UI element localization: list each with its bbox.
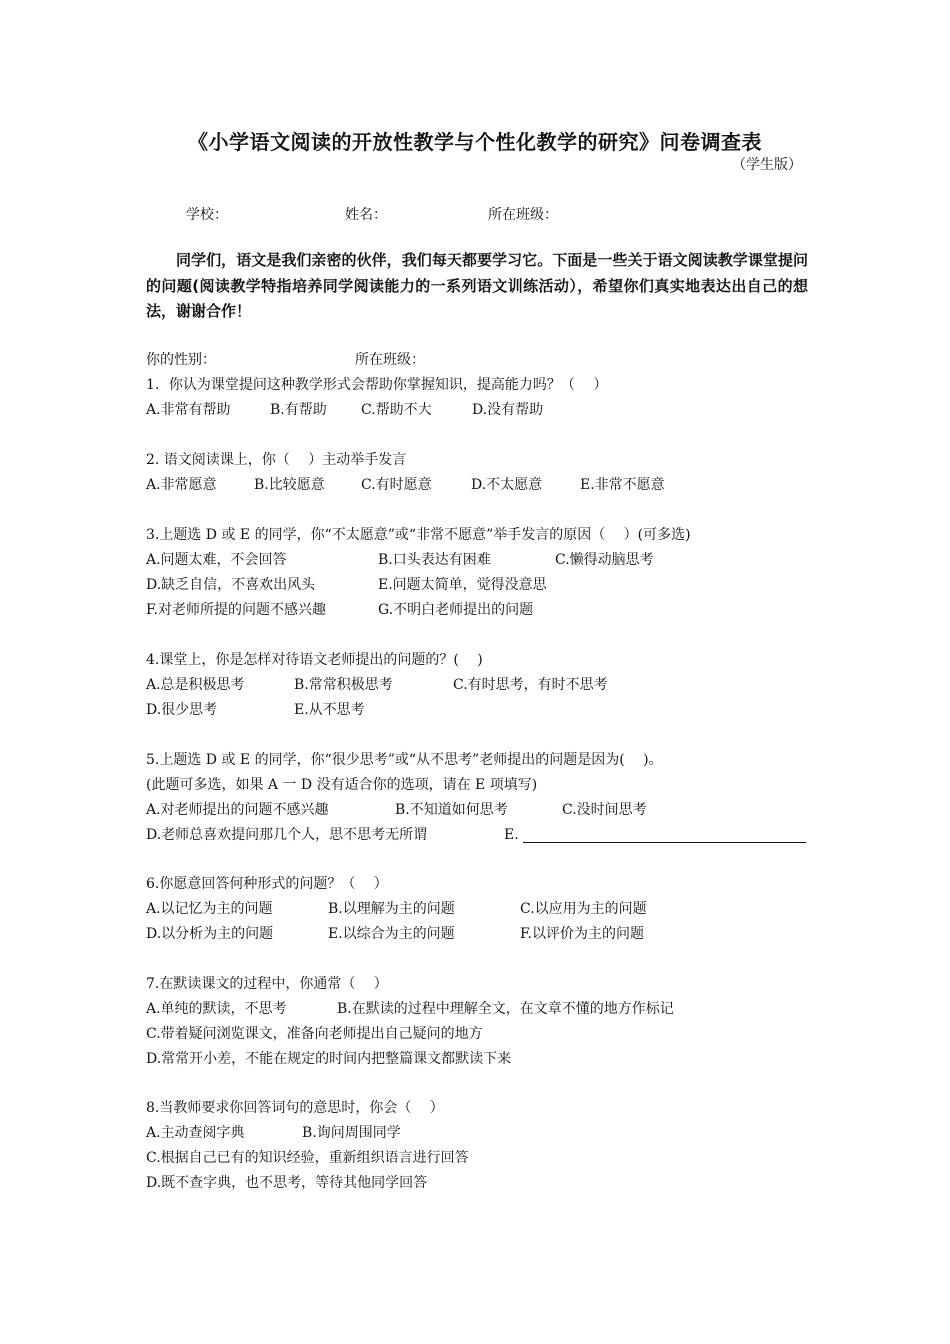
question-6: 6.你愿意回答何种形式的问题？（ ） [146, 876, 388, 892]
q6-option-d: D.以分析为主的问题 [146, 926, 274, 942]
question-1: 1．你认为课堂提问这种教学形式会帮助你掌握知识，提高能力吗？（ ） [146, 377, 608, 393]
q2-option-c: C.有时愿意 [361, 477, 432, 493]
question-8: 8.当教师要求你回答词句的意思时，你会（ ） [146, 1100, 444, 1116]
q6-option-f: F.以评价为主的问题 [520, 926, 644, 942]
class-label: 所在班级： [488, 207, 558, 223]
q3-option-c: C.懒得动脑思考 [555, 552, 654, 568]
question-7: 7.在默读课文的过程中，你通常（ ） [146, 976, 388, 992]
q8-option-b: B.询问周围同学 [302, 1125, 401, 1141]
q7-option-b: B.在默读的过程中理解全文，在文章不懂的地方作标记 [337, 1001, 674, 1017]
q6-option-c: C.以应用为主的问题 [520, 901, 647, 917]
question-2: 2. 语文阅读课上，你（ ）主动举手发言 [146, 452, 407, 468]
q3-option-e: E.问题太简单，觉得没意思 [378, 577, 547, 593]
q1-option-a: A.非常有帮助 [146, 402, 231, 418]
q6-option-e: E.以综合为主的问题 [328, 926, 455, 942]
q5-fill-in-line[interactable] [523, 842, 806, 843]
q5-option-e: E. [504, 827, 519, 843]
q5-option-a: A.对老师提出的问题不感兴趣 [146, 802, 329, 818]
q6-option-a: A.以记忆为主的问题 [146, 901, 273, 917]
q5-option-c: C.没时间思考 [562, 802, 647, 818]
gender-label: 你的性别： [146, 352, 216, 368]
q5-option-b: B.不知道如何思考 [395, 802, 508, 818]
q4-option-b: B.常常积极思考 [294, 677, 393, 693]
student-class-label: 所在班级： [355, 352, 425, 368]
q8-option-a: A.主动查阅字典 [146, 1125, 245, 1141]
question-4: 4.课堂上，你是怎样对待语文老师提出的问题的？( ) [146, 652, 483, 668]
q8-option-c: C.根据自己已有的知识经验，重新组织语言进行回答 [146, 1150, 469, 1166]
q2-option-d: D.不太愿意 [471, 477, 543, 493]
q1-option-b: B.有帮助 [270, 402, 327, 418]
q3-option-d: D.缺乏自信，不喜欢出风头 [146, 577, 316, 593]
q7-option-d: D.常常开小差，不能在规定的时间内把整篇课文都默读下来 [146, 1051, 512, 1067]
q8-option-d: D.既不查字典，也不思考，等待其他同学回答 [146, 1175, 428, 1191]
q4-option-e: E.从不思考 [294, 702, 365, 718]
q2-option-b: B.比较愿意 [254, 477, 325, 493]
q3-option-b: B.口头表达有困难 [378, 552, 491, 568]
q6-option-b: B.以理解为主的问题 [328, 901, 455, 917]
q7-option-a: A.单纯的默读，不思考 [146, 1001, 287, 1017]
q7-option-c: C.带着疑问浏览课文，准备向老师提出自己疑问的地方 [146, 1026, 483, 1042]
q4-option-d: D.很少思考 [146, 702, 218, 718]
q3-option-f: F.对老师所提的问题不感兴趣 [146, 602, 326, 618]
q3-option-g: G.不明白老师提出的问题 [378, 602, 534, 618]
name-label: 姓名： [345, 207, 387, 223]
q3-option-a: A.问题太难，不会回答 [146, 552, 287, 568]
page-subtitle: （学生版） [732, 157, 802, 173]
q1-option-d: D.没有帮助 [472, 402, 544, 418]
q1-option-c: C.帮助不大 [361, 402, 432, 418]
q2-option-a: A.非常愿意 [146, 477, 217, 493]
q2-option-e: E.非常不愿意 [580, 477, 665, 493]
page-title: 《小学语文阅读的开放性教学与个性化教学的研究》问卷调查表 [188, 130, 762, 154]
question-5: 5.上题选 D 或 E 的同学，你“很少思考”或“从不思考”老师提出的问题是因为( )。 [146, 752, 663, 768]
intro-paragraph: 同学们，语文是我们亲密的伙伴，我们每天都要学习它。下面是一些关于语文阅读教学课堂提问的问题(阅读教学特指培养同学阅读能力的一系列语文训练活动），希望你们真实地表达出自己的想法，谢谢合作！ [146, 251, 808, 320]
q4-option-a: A.总是积极思考 [146, 677, 245, 693]
question-5-note: (此题可多选，如果 A 一 D 没有适合你的选项，请在 E 项填写) [146, 777, 538, 793]
q4-option-c: C.有时思考，有时不思考 [453, 677, 608, 693]
question-3: 3.上题选 D 或 E 的同学，你“不太愿意”或“非常不愿意”举手发言的原因（ ）(可多选) [146, 527, 691, 543]
q5-option-d: D.老师总喜欢提问那几个人，思不思考无所谓 [146, 827, 428, 843]
school-label: 学校： [186, 207, 228, 223]
